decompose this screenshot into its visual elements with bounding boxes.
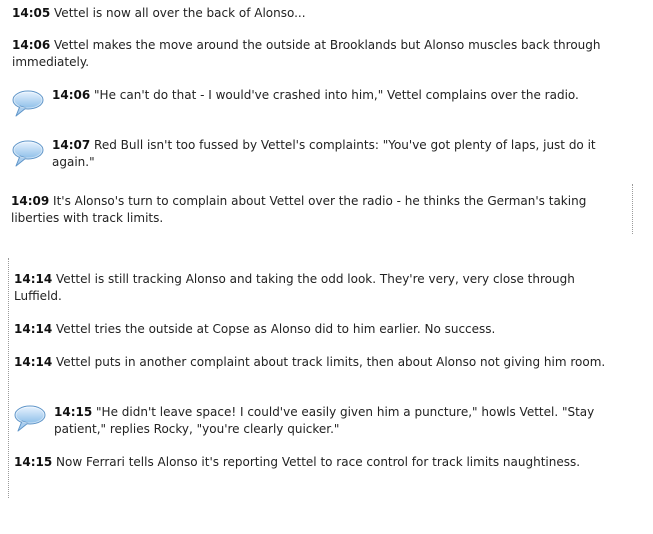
commentary-panel-top (0, 0, 634, 236)
entry-time: 14:06 (12, 38, 51, 52)
entry-time: 14:15 (14, 455, 53, 469)
entry-time: 14:15 (54, 405, 93, 419)
entry-text: "He can't do that - I would've crashed into him," Vettel complains over the radio. (94, 88, 579, 102)
commentary-entry (12, 37, 632, 71)
entry-text: It's Alonso's turn to complain about Vettel over the radio - he thinks the German's taking liberties with track limits. (11, 194, 587, 225)
commentary-entry-radio (54, 404, 619, 438)
commentary-entry (14, 321, 614, 338)
entry-text: Vettel makes the move around the outside at Brooklands but Alonso muscles back through immediately. (12, 38, 601, 69)
commentary-entry (14, 454, 589, 471)
entry-text: Vettel tries the outside at Copse as Alonso did to him earlier. No success. (56, 322, 496, 336)
entry-time: 14:05 (12, 6, 51, 20)
commentary-entry-radio (52, 137, 627, 171)
entry-text: Vettel is now all over the back of Alonso... (54, 6, 306, 20)
speech-bubble-icon (11, 89, 45, 119)
dotted-divider (8, 258, 9, 498)
dotted-divider (632, 184, 633, 234)
speech-bubble-icon (13, 404, 47, 434)
entry-text: Now Ferrari tells Alonso it's reporting Vettel to race control for track limits naughtiness. (56, 455, 581, 469)
entry-time: 14:07 (52, 138, 91, 152)
entry-text: Red Bull isn't too fussed by Vettel's complaints: "You've got plenty of laps, just do it again." (52, 138, 596, 169)
entry-time: 14:14 (14, 322, 53, 336)
commentary-entry (12, 5, 612, 22)
speech-bubble-icon (11, 139, 45, 169)
commentary-panel-bottom (8, 258, 638, 498)
entry-text: "He didn't leave space! I could've easily given him a puncture," howls Vettel. "Stay patient," replies Rocky, "you're clearly quicker." (54, 405, 595, 436)
commentary-entry (14, 354, 634, 371)
entry-time: 14:14 (14, 355, 53, 369)
entry-time: 14:06 (52, 88, 91, 102)
entry-time: 14:14 (14, 272, 53, 286)
entry-text: Vettel puts in another complaint about track limits, then about Alonso not giving him room. (56, 355, 606, 369)
commentary-entry (11, 193, 616, 227)
entry-text: Vettel is still tracking Alonso and taking the odd look. They're very, very close through Luffield. (14, 272, 575, 303)
entry-time: 14:09 (11, 194, 50, 208)
commentary-entry-radio (52, 87, 607, 104)
commentary-entry (14, 271, 594, 305)
